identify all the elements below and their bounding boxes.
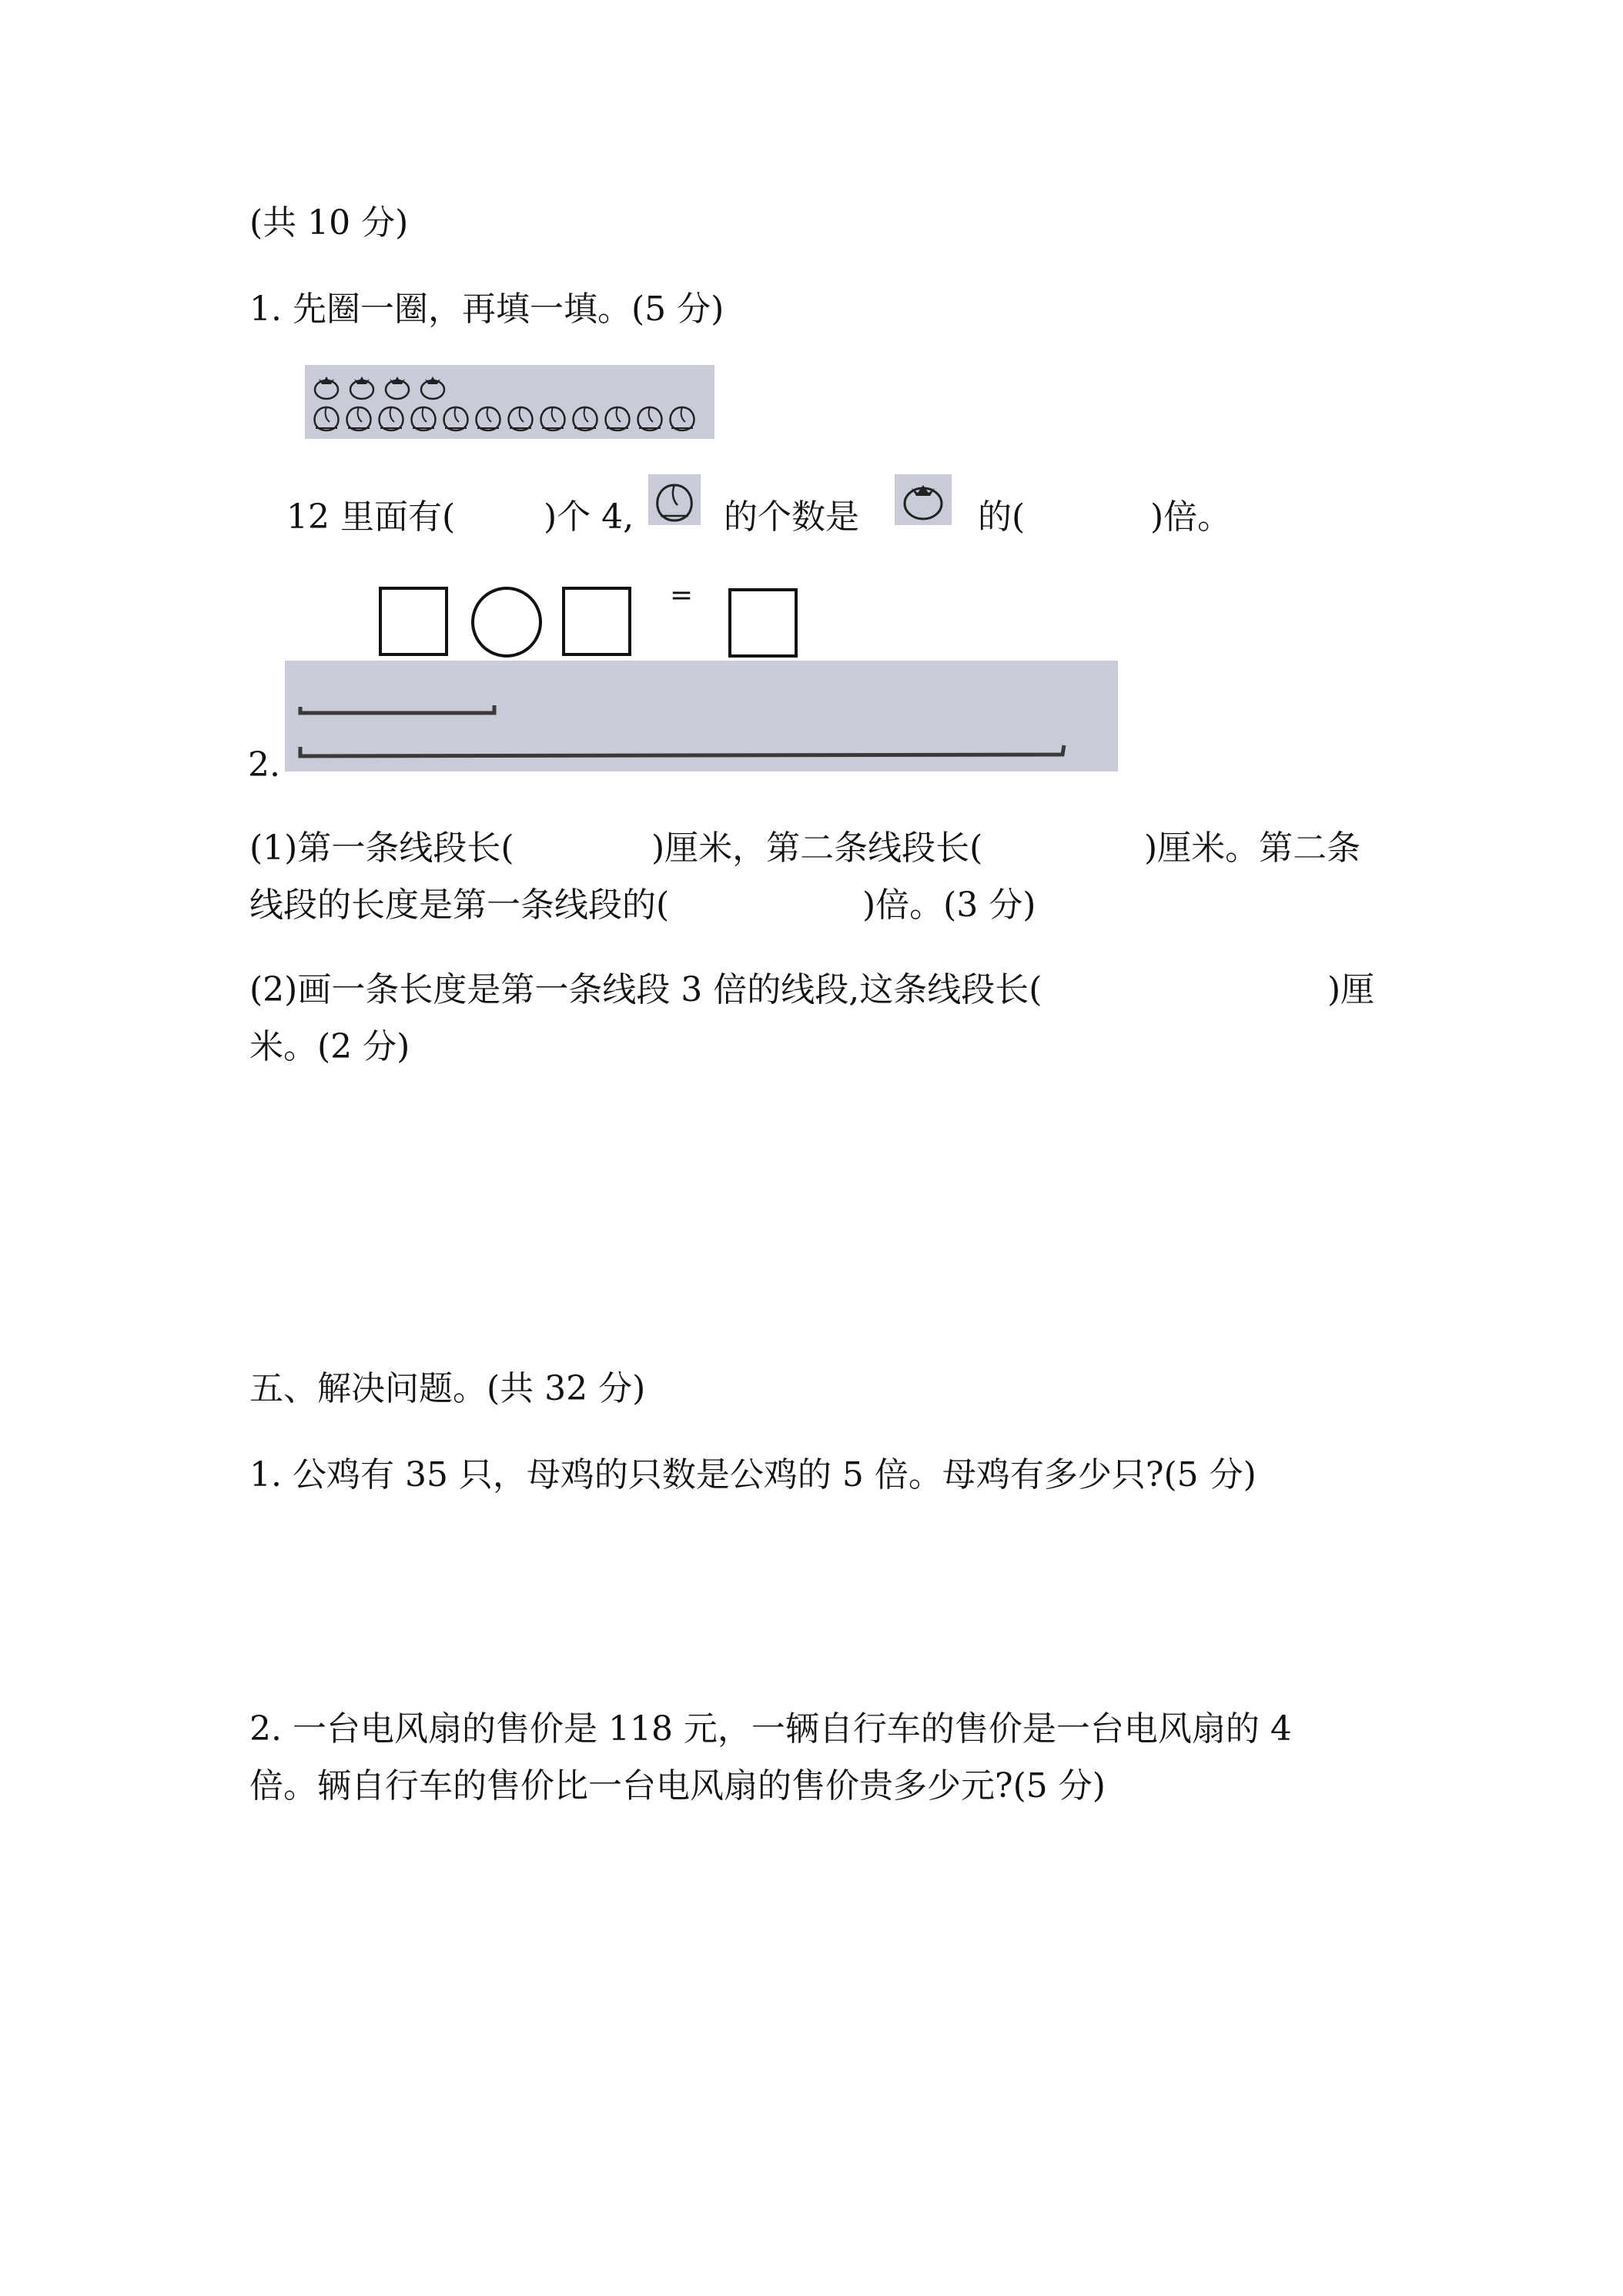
tomato-icon — [315, 377, 338, 399]
peach-icon — [574, 407, 597, 430]
section-score: (共 10 分) — [249, 203, 409, 243]
section5-q1: 1. 公鸡有 35 只，母鸡的只数是公鸡的 5 倍。母鸡有多少只?(5 分) — [249, 1455, 1257, 1494]
segments-picture — [285, 661, 1118, 771]
fruit-drawing — [305, 365, 714, 439]
q1-fill-c: 的个数是 — [724, 497, 859, 537]
peach-icon — [444, 407, 468, 430]
q2-p1-line2-b: )倍。(3 分) — [862, 885, 1036, 925]
q2-p1-line2-a: 线段的长度是第一条线段的( — [249, 885, 670, 925]
tomato-icon — [895, 474, 952, 525]
peach-icon — [606, 407, 630, 430]
equals-sign: = — [670, 580, 694, 611]
tomato-icon — [421, 377, 444, 399]
peach-icon — [380, 407, 403, 430]
q1-fill-e: )倍。 — [1150, 497, 1232, 537]
peach-icon — [638, 407, 662, 430]
q2-p1-c: )厘米。第二条 — [1144, 828, 1361, 868]
tomato-icon — [350, 377, 373, 399]
answer-box-2[interactable] — [562, 587, 631, 656]
peach-icon — [541, 407, 565, 430]
peach-icon — [412, 407, 436, 430]
q1-fill-a: 12 里面有( — [286, 497, 456, 537]
answer-box-1[interactable] — [379, 587, 448, 656]
q2-p1-a: (1)第一条线段长( — [249, 828, 514, 868]
fruit-picture — [305, 365, 714, 439]
peach-icon — [671, 407, 694, 430]
q2-p2-a: (2)画一条长度是第一条线段 3 倍的线段,这条线段长( — [249, 970, 1042, 1009]
q2-number: 2. — [248, 745, 280, 785]
peach-icon — [509, 407, 533, 430]
section5-q2-line2: 倍。辆自行车的售价比一台电风扇的售价贵多少元?(5 分) — [249, 1766, 1106, 1806]
peach-icon — [347, 407, 371, 430]
q1-prompt: 1. 先圈一圈，再填一填。(5 分) — [249, 290, 724, 329]
q2-p1-b: )厘米，第二条线段长( — [651, 828, 983, 868]
q1-fill-d: 的( — [978, 497, 1026, 537]
q2-p2-b: )厘 — [1327, 970, 1375, 1009]
answer-box-3[interactable] — [728, 588, 798, 658]
peach-icon — [477, 407, 500, 430]
peach-icon — [648, 474, 701, 525]
peach-icon — [315, 407, 339, 430]
operator-circle[interactable] — [471, 587, 542, 658]
q1-fill-b: )个 4, — [544, 497, 634, 537]
section5-title: 五、解决问题。(共 32 分) — [249, 1369, 646, 1408]
tomato-icon — [386, 377, 409, 399]
section5-q2-line1: 2. 一台电风扇的售价是 118 元，一辆自行车的售价是一台电风扇的 4 — [249, 1709, 1292, 1749]
q2-p2-line2: 米。(2 分) — [249, 1027, 410, 1066]
